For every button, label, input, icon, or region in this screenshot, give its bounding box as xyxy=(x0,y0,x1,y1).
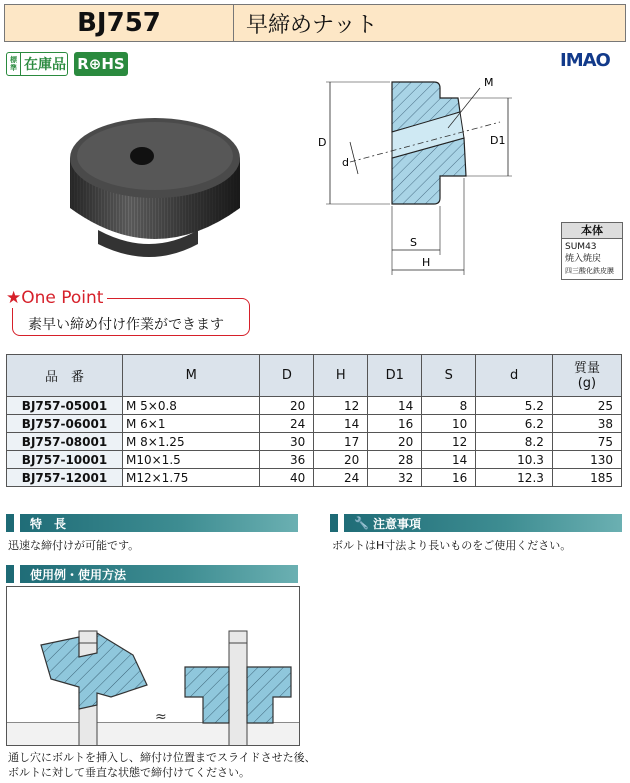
stock-label: 在庫品 xyxy=(24,57,66,73)
part-number: BJ757-05001 xyxy=(7,397,123,415)
cell-mass: 25 xyxy=(552,397,621,415)
cell-mass: 185 xyxy=(552,469,621,487)
dim-m-label: M xyxy=(484,76,494,89)
part-number: BJ757-10001 xyxy=(7,451,123,469)
cell-mass: 75 xyxy=(552,433,621,451)
stock-badge xyxy=(6,52,68,76)
cell-d: 40 xyxy=(260,469,314,487)
dim-h-label: H xyxy=(422,256,431,269)
one-point-title: ★One Point xyxy=(6,288,107,308)
cell-m: M 8×1.25 xyxy=(123,433,260,451)
cautions-title: 注意事項 xyxy=(372,516,421,531)
header-s: S xyxy=(422,355,476,397)
dim-small-d-label: d xyxy=(342,156,349,169)
cell-h: 12 xyxy=(314,397,368,415)
table-row xyxy=(7,433,622,451)
product-name: 早締めナット xyxy=(234,5,625,41)
cell-d: 24 xyxy=(260,415,314,433)
cell-small-d: 6.2 xyxy=(476,415,553,433)
standard-label: 標準 xyxy=(7,53,21,75)
cell-small-d: 10.3 xyxy=(476,451,553,469)
spec-table xyxy=(6,354,622,487)
usage-illustration xyxy=(6,586,300,746)
model-number: BJ757 xyxy=(5,5,234,41)
part-number: BJ757-12001 xyxy=(7,469,123,487)
cell-s: 12 xyxy=(422,433,476,451)
cell-small-d: 8.2 xyxy=(476,433,553,451)
header-d1: D1 xyxy=(368,355,422,397)
material-line: 焼入焼戻 xyxy=(565,254,602,264)
cell-m: M 6×1 xyxy=(123,415,260,433)
cell-h: 20 xyxy=(314,451,368,469)
threaded-hole xyxy=(130,147,154,165)
dim-d-label: D xyxy=(318,136,327,149)
title-header xyxy=(4,4,626,42)
header-m: M xyxy=(123,355,260,397)
cautions-bar xyxy=(330,514,622,532)
material-line: 四三酸化鉄皮膜 xyxy=(565,267,614,275)
usage-title: 使用例・使用方法 xyxy=(30,567,127,582)
part-number: BJ757-06001 xyxy=(7,415,123,433)
usage-drawing xyxy=(7,587,300,746)
brand-logo: IMAO xyxy=(560,50,610,71)
material-line: SUM43 xyxy=(565,242,597,252)
section-marker xyxy=(6,514,20,532)
features-text: 迅速な締付けが可能です。 xyxy=(8,539,140,552)
dim-d1-label: D1 xyxy=(490,134,506,147)
product-photo xyxy=(60,80,250,265)
part-number: BJ757-08001 xyxy=(7,433,123,451)
wrench-icon: 🔧 xyxy=(354,516,369,530)
cell-d1: 28 xyxy=(368,451,422,469)
material-body xyxy=(562,239,622,279)
section-marker xyxy=(330,514,344,532)
cell-s: 14 xyxy=(422,451,476,469)
cell-d1: 20 xyxy=(368,433,422,451)
table-row xyxy=(7,415,622,433)
cell-s: 8 xyxy=(422,397,476,415)
cell-h: 17 xyxy=(314,433,368,451)
cell-d1: 32 xyxy=(368,469,422,487)
cell-h: 14 xyxy=(314,415,368,433)
usage-line: 通し穴にボルトを挿入し、締付け位置までスライドさせた後、 xyxy=(8,751,316,764)
usage-line: ボルトに対して垂直な状態で締付けてください。 xyxy=(8,766,250,779)
features-bar xyxy=(6,514,298,532)
table-row xyxy=(7,397,622,415)
rohs-badge: R⊕HS xyxy=(74,52,128,76)
material-table xyxy=(561,222,623,280)
features-title: 特 長 xyxy=(30,516,67,531)
header-small-d: d xyxy=(476,355,553,397)
cell-m: M10×1.5 xyxy=(123,451,260,469)
cell-m: M 5×0.8 xyxy=(123,397,260,415)
cell-d: 30 xyxy=(260,433,314,451)
cell-m: M12×1.75 xyxy=(123,469,260,487)
header-h: H xyxy=(314,355,368,397)
cell-small-d: 12.3 xyxy=(476,469,553,487)
header-mass: 質量 (g) xyxy=(552,355,621,397)
cautions-text: ボルトはH寸法より長いものをご使用ください。 xyxy=(332,539,572,552)
dim-s-label: S xyxy=(410,236,417,249)
cell-mass: 38 xyxy=(552,415,621,433)
cell-s: 16 xyxy=(422,469,476,487)
cell-s: 10 xyxy=(422,415,476,433)
one-point-text: 素早い締め付け作業ができます xyxy=(28,317,224,333)
section-marker xyxy=(6,565,20,583)
cell-h: 24 xyxy=(314,469,368,487)
cell-d1: 16 xyxy=(368,415,422,433)
cell-mass: 130 xyxy=(552,451,621,469)
table-row xyxy=(7,451,622,469)
dimension-drawing xyxy=(310,70,520,280)
header-d: D xyxy=(260,355,314,397)
usage-text xyxy=(8,750,316,780)
usage-bar xyxy=(6,565,298,583)
header-part-number: 品 番 xyxy=(7,355,123,397)
material-header: 本体 xyxy=(562,223,622,239)
cell-d1: 14 xyxy=(368,397,422,415)
table-row xyxy=(7,469,622,487)
svg-text:≈: ≈ xyxy=(155,709,167,725)
cell-d: 20 xyxy=(260,397,314,415)
cell-small-d: 5.2 xyxy=(476,397,553,415)
cell-d: 36 xyxy=(260,451,314,469)
